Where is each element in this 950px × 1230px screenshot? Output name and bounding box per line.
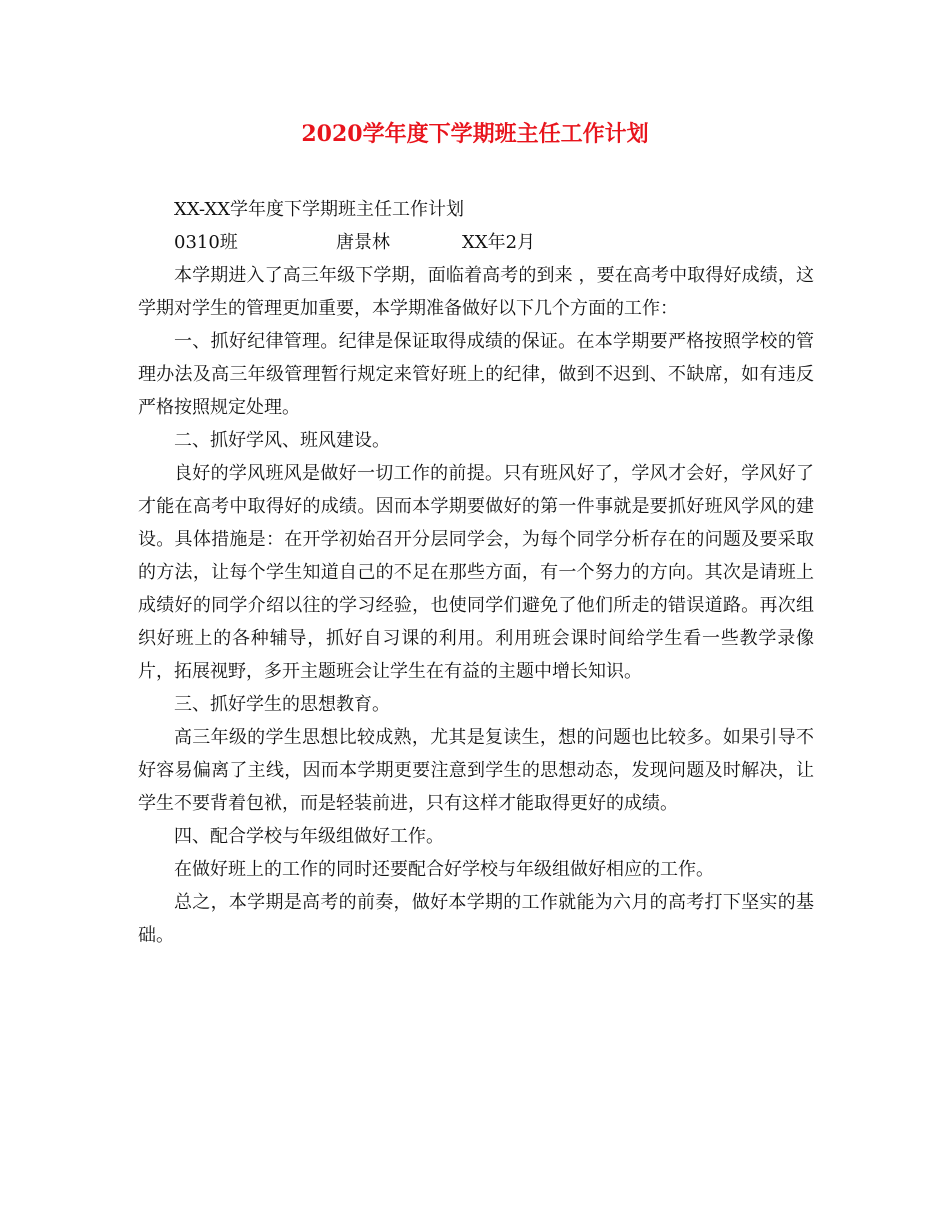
heading-study-style: 二、抓好学风、班风建设。 [174,430,390,451]
document-subtitle: XX-XX学年度下学期班主任工作计划 [174,199,465,220]
paragraph-intro: 本学期进入了高三年级下学期，面临着高考的到来 ，要在高考中取得好成绩，这学期对学生的管理更加重要，本学期准备做好以下几个方面的工作： [138,265,814,319]
paragraph-conclusion: 总之，本学期是高考的前奏，做好本学期的工作就能为六月的高考打下坚实的基础。 [138,892,814,946]
document-date: XX年2月 [462,232,536,253]
paragraph-ideological-education: 高三年级的学生思想比较成熟，尤其是复读生，想的问题也比较多。如果引导不好容易偏离了主线，因而本学期更要注意到学生的思想动态，发现问题及时解决，让学生不要背着包袱，而是轻装前进，只有这样才能取得更好的成绩。 [138,727,814,814]
paragraph-study-style: 良好的学风班风是做好一切工作的前提。只有班风好了，学风才会好，学风好了才能在高考中取得好的成绩。因而本学期要做好的第一件事就是要抓好班风学风的建设。具体措施是：在开学初始召开分层同学会，为每个同学分析存在的问题及要采取的方法，让每个学生知道自己的不足在那些方面，有一个努力的方向。其次是请班上成绩好的同学介绍以往的学习经验，也使同学们避免了他们所走的错误道路。再次组织好班上的各种辅导，抓好自习课的利用。利用班会课时间给学生看一些教学录像片，拓展视野，多开主题班会让学生在有益的主题中增长知识。 [138,463,814,682]
heading-ideological-education: 三、抓好学生的思想教育。 [174,694,390,715]
heading-school-cooperation: 四、配合学校与年级组做好工作。 [174,826,444,847]
class-label: 0310班 [174,232,238,253]
author-name: 唐景林 [336,232,390,253]
paragraph-school-cooperation: 在做好班上的工作的同时还要配合好学校与年级组做好相应的工作。 [174,859,714,880]
document-title: 2020学年度下学期班主任工作计划 [301,121,649,147]
paragraph-discipline: 一、抓好纪律管理。纪律是保证取得成绩的保证。在本学期要严格按照学校的管理办法及高三年级管理暂行规定来管好班上的纪律，做到不迟到、不缺席，如有违反严格按照规定处理。 [138,331,814,418]
document-body [138,193,814,952]
document-meta-line [138,226,814,259]
